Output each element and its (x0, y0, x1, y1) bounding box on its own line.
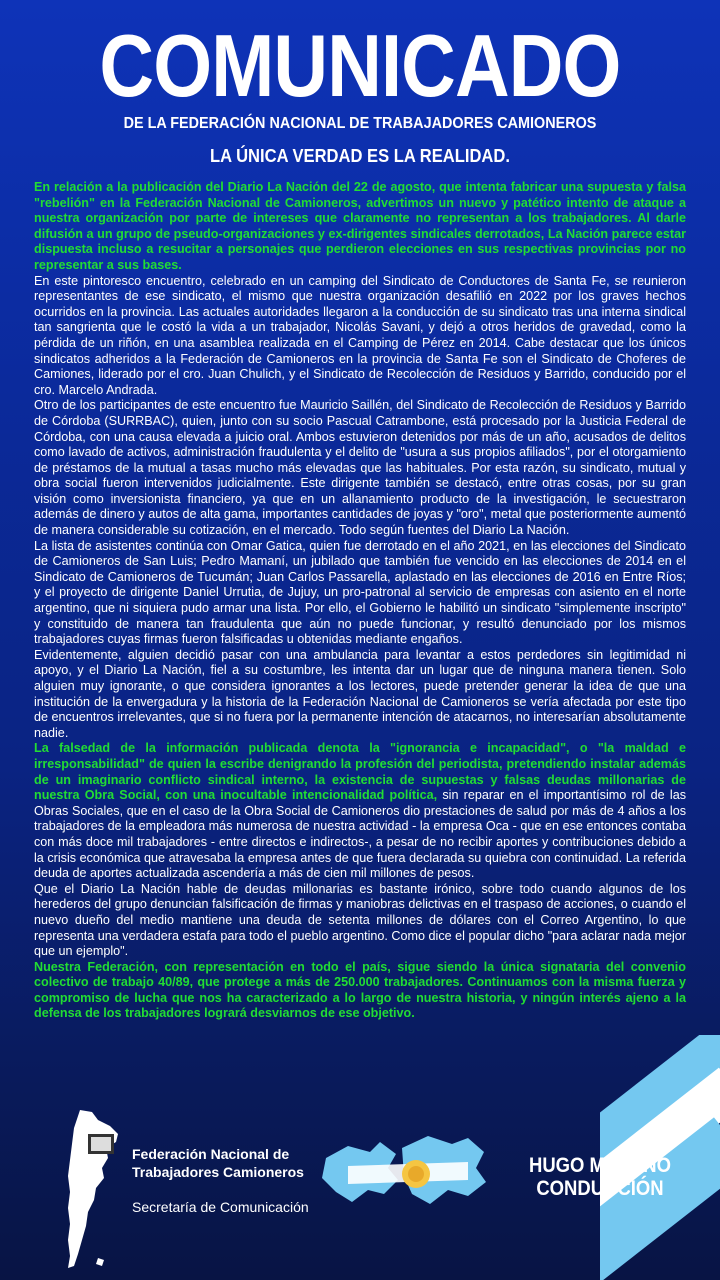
leader-block (512, 1154, 688, 1200)
paragraph-falsehood-highlight: La falsedad de la información publicada denota la "ignorancia e incapacidad", o "la maldad e irresponsabilidad" de quien la escribe denigrando la profesión del periodista, pretendiendo instalar además de un imaginario conflicto sindical interno, la existencia de supuestas y falsas deudas millonarias de nuestra Obra Social, con una inocultable intencionalidad política, (34, 741, 686, 803)
paragraph-falsehood-rest: sin reparar en el importantísimo rol de las Obras Sociales, que en el caso de la Obra Social de Camioneros dio prestaciones de salud por más de 4 años a los trabajadores de la empleadora más numerosa de nuestra actividad - la empresa Oca - que en ese entonces contaba con más doce mil trabajadores - entre directos e indirectos-, a pesar de no recibir aportes y contribuciones debido a la crisis económica que atravesaba la empresa antes de que fuera declarada su quiebra con continuidad. La referida deuda de aportes actualizada ascendería a más de cien mil millones de pesos. (34, 788, 686, 881)
paragraph-intro: En relación a la publicación del Diario La Nación del 22 de agosto, que intenta fabricar una supuesta y falsa "rebelión" en la Federación Nacional de Camioneros, advertimos un nuevo y patético intento de ataque a nuestra organización por parte de intereses que claramente no representan a los trabajadores. Al darle difusión a un grupo de pseudo-organizaciones y ex-dirigentes sindicales derrotados, La Nación parece estar dispuesta incluso a resucitar a personajes que perdieron elecciones en sus respectivas provincias por no representar a sus bases. (34, 180, 686, 272)
malvinas-islands-icon (318, 1118, 488, 1228)
argentina-map-icon (58, 1108, 128, 1273)
federation-name-line1: Federación Nacional de (132, 1146, 290, 1162)
paragraph-santa-fe: En este pintoresco encuentro, celebrado en un camping del Sindicato de Conductores de Santa Fe, se reunieron representantes de ese sindicato, el mismo que nuestra organización desafilió en 2022 por los graves hechos ocurridos en la provincia. Las actuales autoridades llegaron a la conducción de su sindicato tras una interna sindical tan sangrienta que le costó la vida a un trabajador, Nicolás Savani, y dejó a otros heridos de gravedad, como la pérdida de un riñón, en una asamblea realizada en el Camping de Pérez en 2014. Cabe destacar que los únicos sindicatos adheridos a la Federación de Camioneros en la provincia de Santa Fe son el Sindicato de Choferes de Camiones, liderado por el cro. Juan Chulich, y el Sindicato de Recolección de Residuos y Barrido, conducido por el cro. Marcelo Andrada. (34, 273, 686, 397)
leader-role: CONDUCCIÓN (536, 1177, 664, 1200)
paragraph-ambulance: Evidentemente, alguien decidió pasar con una ambulancia para levantar a estos perdedores sin legitimidad ni apoyo, y el Diario La Nación, fiel a su costumbre, les intenta dar un lugar que de ninguna manera tienen. Solo alguien muy ignorante, o que considera ignorantes a los lectores, puede pretender generar la idea de que una institución de la envergadura y la historia de la Federación Nacional de Camioneros se vería afectada por este tipo de encuentros irrelevantes, que si no fuera por la permanente intención de atacarnos, no interesarían absolutamente nadie. (34, 647, 686, 740)
leader-name: HUGO MOYANO (528, 1154, 672, 1177)
tagline: LA ÚNICA VERDAD ES LA REALIDAD. (210, 146, 510, 166)
federation-name-line2: Trabajadores Camioneros (132, 1164, 304, 1180)
secretariat-label: Secretaría de Comunicación (132, 1199, 309, 1215)
paragraph-attendees: La lista de asistentes continúa con Omar Gatica, quien fue derrotado en el año 2021, en las elecciones del Sindicato de Camioneros de San Luis; Pedro Mamaní, un jubilado que también fue vencido en las elecciones de 2014 en el Sindicato de Camioneros de Tucumán; Juan Carlos Passarella, aplastado en las elecciones de 2016 en Entre Ríos; y el proyecto de dirigente Daniel Urrutia, de Jujuy, un pro-patronal al servicio de empresas con asiento en el norte argentino, que ni siquiera pudo armar una lista. Por ello, el Gobierno le habilitó un sindicato "simplemente inscripto" y constituido de manera tan fraudulenta que aún no puede funcionar, y resultó denunciado por los mismos trabajadores cuyas firmas fueron falsificadas u obtenidas mediante engaños. (34, 538, 686, 647)
paragraph-falsehood (34, 741, 686, 881)
page-title: COMUNICADO (99, 16, 621, 115)
paragraph-cordoba: Otro de los participantes de este encuentro fue Mauricio Saillén, del Sindicato de Recolección de Residuos y Barrido de Córdoba (SURRBAC), quien, junto con su socio Pascual Catrambone, está procesado por la Justicia Federal de Córdoba, con una causa elevada a juicio oral. Ambos estuvieron detenidos por más de un año, acusados de delitos como lavado de activos, administración fraudulenta y el delito de "usura a sus propios afiliados", por el otorgamiento de préstamos de la mutual a tasas mucho más elevadas que las habituales. Por esta razón, su sindicato, mutual y obra social fueron intervenidos judicialmente. Este dirigente también se destacó, entre otras cosas, por su gran visión como inversionista financiero, ya que en un allanamiento producto de la investigación, le secuestraron además de dinero y autos de alta gama, importantes cantidades de joyas y "oro", metal que posteriormente aumentó de manera considerable su cotización, en el mercado. Todo según fuentes del Diario La Nación. (34, 398, 686, 538)
statement-body (34, 180, 686, 1022)
page-subtitle: DE LA FEDERACIÓN NACIONAL DE TRABAJADORES CAMIONEROS (123, 115, 597, 132)
paragraph-debts: Que el Diario La Nación hable de deudas millonarias es bastante irónico, sobre todo cuando algunos de los herederos del grupo denuncian falsificación de firmas y maniobras delictivas en el traspaso de acciones, o cuando el nuevo dueño del medio mantiene una deuda de setenta millones de dólares con el Correo Argentino, lo que representa una verdadera estafa para todo el pueblo argentino. Como dice el popular dicho "para aclarar nada mejor que un ejemplo". (34, 881, 686, 959)
paragraph-closing: Nuestra Federación, con representación en todo el país, sigue siendo la única signataria del convenio colectivo de trabajo 40/89, que protege a más de 250.000 trabajadores. Continuamos con la misma fuerza y compromiso de lucha que nos ha caracterizado a lo largo de nuestra historia, y ningún interés ajeno a la defensa de los trabajadores logrará desviarnos de ese objetivo. (34, 959, 686, 1021)
